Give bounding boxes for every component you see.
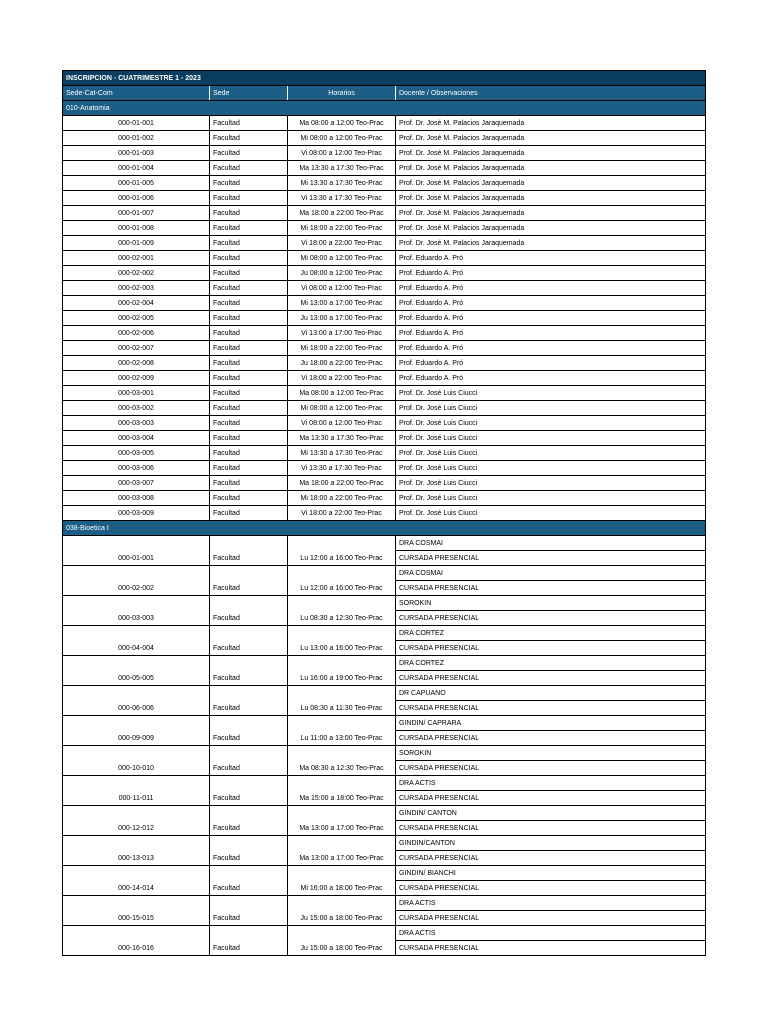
cell-code: 000-02-005 <box>63 311 210 326</box>
cell-docente: Prof. Dr. José M. Palacios Jaraquemada <box>396 146 706 161</box>
cell-horario: Ju 15:00 a 18:00 Teo-Prac <box>288 896 396 926</box>
cell-horario: Ju 13:00 a 17:00 Teo-Prac <box>288 311 396 326</box>
cell-docente: Prof. Eduardo A. Pró <box>396 296 706 311</box>
cell-code: 000-03-006 <box>63 461 210 476</box>
inscription-table <box>62 70 706 956</box>
cell-horario: Vi 18:00 a 22:00 Teo-Prac <box>288 371 396 386</box>
cell-code: 000-02-003 <box>63 281 210 296</box>
table-row <box>63 386 706 401</box>
table-row <box>63 266 706 281</box>
cell-horario: Ma 15:00 a 18:00 Teo-Prac <box>288 776 396 806</box>
cell-docente: Prof. Eduardo A. Pró <box>396 356 706 371</box>
table-row <box>63 431 706 446</box>
cell-code: 000-05-005 <box>63 656 210 686</box>
cell-sede: Facultad <box>210 281 288 296</box>
cell-observacion: CURSADA PRESENCIAL <box>396 551 706 566</box>
cell-code: 000-01-001 <box>63 116 210 131</box>
cell-code: 000-06-006 <box>63 686 210 716</box>
cell-docente: Prof. Dr. José M. Palacios Jaraquemada <box>396 191 706 206</box>
cell-code: 000-02-004 <box>63 296 210 311</box>
cell-docente: Prof. Eduardo A. Pró <box>396 341 706 356</box>
cell-code: 000-01-003 <box>63 146 210 161</box>
cell-observacion: CURSADA PRESENCIAL <box>396 911 706 926</box>
cell-docente: DR CAPUANO <box>396 686 706 701</box>
table-row <box>63 716 706 731</box>
table-row <box>63 176 706 191</box>
cell-docente: SOROKIN <box>396 746 706 761</box>
cell-horario: Ma 08:00 a 12:00 Teo-Prac <box>288 386 396 401</box>
table-row <box>63 686 706 701</box>
cell-code: 000-04-004 <box>63 626 210 656</box>
cell-docente: DRA COSMAI <box>396 536 706 551</box>
cell-horario: Vi 08:00 a 12:00 Teo-Prac <box>288 281 396 296</box>
cell-horario: Mi 18:00 a 22:00 Teo-Prac <box>288 341 396 356</box>
cell-docente: Prof. Eduardo A. Pró <box>396 251 706 266</box>
cell-sede: Facultad <box>210 491 288 506</box>
cell-sede: Facultad <box>210 776 288 806</box>
cell-horario: Mi 13:30 a 17:30 Teo-Prac <box>288 176 396 191</box>
table-row <box>63 776 706 791</box>
cell-docente: DRA CORTEZ <box>396 626 706 641</box>
cell-code: 000-02-007 <box>63 341 210 356</box>
cell-docente: Prof. Dr. José M. Palacios Jaraquemada <box>396 221 706 236</box>
cell-docente: Prof. Dr. José M. Palacios Jaraquemada <box>396 161 706 176</box>
table-row <box>63 206 706 221</box>
cell-code: 000-03-004 <box>63 431 210 446</box>
table-row <box>63 806 706 821</box>
cell-horario: Vi 18:00 a 22:00 Teo-Prac <box>288 506 396 521</box>
table-row <box>63 146 706 161</box>
cell-sede: Facultad <box>210 401 288 416</box>
cell-sede: Facultad <box>210 686 288 716</box>
cell-horario: Ma 13:30 a 17:30 Teo-Prac <box>288 431 396 446</box>
table-row <box>63 626 706 641</box>
cell-horario: Mi 16:00 a 18:00 Teo-Prac <box>288 866 396 896</box>
cell-horario: Mi 08:00 a 12:00 Teo-Prac <box>288 131 396 146</box>
cell-sede: Facultad <box>210 896 288 926</box>
table-row <box>63 476 706 491</box>
cell-horario: Ma 08:00 a 12:00 Teo-Prac <box>288 116 396 131</box>
cell-sede: Facultad <box>210 386 288 401</box>
cell-docente: Prof. Dr. José Luis Ciucci <box>396 476 706 491</box>
table-row <box>63 446 706 461</box>
table-row <box>63 656 706 671</box>
cell-code: 000-16-016 <box>63 926 210 956</box>
cell-docente: Prof. Dr. José Luis Ciucci <box>396 431 706 446</box>
cell-horario: Ma 13:30 a 17:30 Teo-Prac <box>288 161 396 176</box>
table-row <box>63 926 706 941</box>
cell-sede: Facultad <box>210 341 288 356</box>
cell-code: 000-03-001 <box>63 386 210 401</box>
cell-docente: GINDIN/ CAPRARA <box>396 716 706 731</box>
cell-horario: Ju 15:00 a 18:00 Teo-Prac <box>288 926 396 956</box>
cell-horario: Lu 08:30 a 12:30 Teo-Prac <box>288 596 396 626</box>
cell-code: 000-02-008 <box>63 356 210 371</box>
cell-docente: Prof. Eduardo A. Pró <box>396 311 706 326</box>
section-title: 010-Anatomia <box>63 101 706 116</box>
cell-sede: Facultad <box>210 236 288 251</box>
table-row <box>63 416 706 431</box>
table-title-row <box>63 71 706 86</box>
cell-code: 000-01-001 <box>63 536 210 566</box>
table-row <box>63 866 706 881</box>
table-row <box>63 116 706 131</box>
cell-sede: Facultad <box>210 716 288 746</box>
cell-horario: Mi 08:00 a 12:00 Teo-Prac <box>288 251 396 266</box>
cell-sede: Facultad <box>210 221 288 236</box>
table-row <box>63 896 706 911</box>
cell-sede: Facultad <box>210 296 288 311</box>
cell-code: 000-02-001 <box>63 251 210 266</box>
cell-docente: GINDIN/ BIANCHI <box>396 866 706 881</box>
cell-docente: DRA ACTIS <box>396 896 706 911</box>
cell-docente: DRA ACTIS <box>396 776 706 791</box>
cell-code: 000-14-014 <box>63 866 210 896</box>
cell-sede: Facultad <box>210 536 288 566</box>
cell-horario: Mi 08:00 a 12:00 Teo-Prac <box>288 401 396 416</box>
cell-code: 000-02-009 <box>63 371 210 386</box>
cell-horario: Mi 13:30 a 17:30 Teo-Prac <box>288 446 396 461</box>
cell-sede: Facultad <box>210 161 288 176</box>
cell-horario: Ma 13:00 a 17:00 Teo-Prac <box>288 836 396 866</box>
cell-sede: Facultad <box>210 431 288 446</box>
cell-code: 000-02-002 <box>63 566 210 596</box>
cell-docente: GINDIN/CANTON <box>396 836 706 851</box>
cell-code: 000-11-011 <box>63 776 210 806</box>
cell-observacion: CURSADA PRESENCIAL <box>396 611 706 626</box>
cell-docente: Prof. Eduardo A. Pró <box>396 326 706 341</box>
cell-sede: Facultad <box>210 476 288 491</box>
cell-code: 000-10-010 <box>63 746 210 776</box>
table-row <box>63 401 706 416</box>
cell-horario: Vi 13:00 a 17:00 Teo-Prac <box>288 326 396 341</box>
cell-observacion: CURSADA PRESENCIAL <box>396 671 706 686</box>
cell-horario: Lu 11:00 a 13:00 Teo-Prac <box>288 716 396 746</box>
cell-sede: Facultad <box>210 326 288 341</box>
cell-docente: GINDIN/ CANTON <box>396 806 706 821</box>
table-row <box>63 506 706 521</box>
cell-sede: Facultad <box>210 356 288 371</box>
cell-sede: Facultad <box>210 446 288 461</box>
table-row <box>63 161 706 176</box>
table-row <box>63 491 706 506</box>
cell-observacion: CURSADA PRESENCIAL <box>396 851 706 866</box>
cell-docente: DRA ACTIS <box>396 926 706 941</box>
table-row <box>63 326 706 341</box>
col-header-code: Sede-Cat-Com <box>63 86 210 101</box>
cell-observacion: CURSADA PRESENCIAL <box>396 641 706 656</box>
cell-horario: Mi 13:00 a 17:00 Teo-Prac <box>288 296 396 311</box>
col-header-sede: Sede <box>210 86 288 101</box>
table-row <box>63 191 706 206</box>
cell-horario: Mi 18:00 a 22:00 Teo-Prac <box>288 491 396 506</box>
table-row <box>63 281 706 296</box>
cell-horario: Lu 08:30 a 11:30 Teo-Prac <box>288 686 396 716</box>
table-row <box>63 596 706 611</box>
cell-code: 000-09-009 <box>63 716 210 746</box>
table-row <box>63 311 706 326</box>
cell-horario: Lu 13:00 a 16:00 Teo-Prac <box>288 626 396 656</box>
cell-code: 000-01-004 <box>63 161 210 176</box>
cell-docente: Prof. Dr. José M. Palacios Jaraquemada <box>396 176 706 191</box>
table-row <box>63 356 706 371</box>
cell-observacion: CURSADA PRESENCIAL <box>396 791 706 806</box>
cell-docente: DRA CORTEZ <box>396 656 706 671</box>
cell-docente: Prof. Eduardo A. Pró <box>396 281 706 296</box>
section-title: 038-Bioetica I <box>63 521 706 536</box>
cell-observacion: CURSADA PRESENCIAL <box>396 761 706 776</box>
cell-code: 000-03-003 <box>63 596 210 626</box>
cell-sede: Facultad <box>210 131 288 146</box>
cell-observacion: CURSADA PRESENCIAL <box>396 701 706 716</box>
cell-code: 000-03-002 <box>63 401 210 416</box>
cell-sede: Facultad <box>210 116 288 131</box>
cell-observacion: CURSADA PRESENCIAL <box>396 941 706 956</box>
cell-code: 000-01-007 <box>63 206 210 221</box>
cell-docente: DRA COSMAI <box>396 566 706 581</box>
cell-sede: Facultad <box>210 191 288 206</box>
col-header-docente: Docente / Observaciones <box>396 86 706 101</box>
table-row <box>63 746 706 761</box>
cell-horario: Ju 08:00 a 12:00 Teo-Prac <box>288 266 396 281</box>
table-row <box>63 296 706 311</box>
section-row <box>63 101 706 116</box>
cell-docente: Prof. Dr. José Luis Ciucci <box>396 401 706 416</box>
cell-code: 000-15-015 <box>63 896 210 926</box>
cell-sede: Facultad <box>210 926 288 956</box>
cell-code: 000-03-009 <box>63 506 210 521</box>
cell-observacion: CURSADA PRESENCIAL <box>396 731 706 746</box>
cell-sede: Facultad <box>210 206 288 221</box>
cell-horario: Ma 08:30 a 12:30 Teo-Prac <box>288 746 396 776</box>
cell-horario: Vi 13:30 a 17:30 Teo-Prac <box>288 191 396 206</box>
cell-horario: Vi 13:30 a 17:30 Teo-Prac <box>288 461 396 476</box>
cell-code: 000-03-007 <box>63 476 210 491</box>
cell-sede: Facultad <box>210 806 288 836</box>
cell-code: 000-01-009 <box>63 236 210 251</box>
cell-observacion: CURSADA PRESENCIAL <box>396 881 706 896</box>
cell-docente: Prof. Dr. José M. Palacios Jaraquemada <box>396 131 706 146</box>
table-row <box>63 461 706 476</box>
cell-horario: Ma 13:00 a 17:00 Teo-Prac <box>288 806 396 836</box>
cell-docente: Prof. Dr. José Luis Ciucci <box>396 386 706 401</box>
cell-horario: Ma 18:00 a 22:00 Teo-Prac <box>288 206 396 221</box>
cell-docente: Prof. Dr. José M. Palacios Jaraquemada <box>396 236 706 251</box>
cell-code: 000-01-002 <box>63 131 210 146</box>
cell-code: 000-12-012 <box>63 806 210 836</box>
cell-horario: Ju 18:00 a 22:00 Teo-Prac <box>288 356 396 371</box>
cell-horario: Vi 08:00 a 12:00 Teo-Prac <box>288 416 396 431</box>
cell-sede: Facultad <box>210 416 288 431</box>
col-header-horarios: Horarios <box>288 86 396 101</box>
cell-code: 000-03-003 <box>63 416 210 431</box>
cell-horario: Mi 18:00 a 22:00 Teo-Prac <box>288 221 396 236</box>
cell-sede: Facultad <box>210 461 288 476</box>
cell-code: 000-02-002 <box>63 266 210 281</box>
cell-code: 000-01-008 <box>63 221 210 236</box>
table-row <box>63 566 706 581</box>
cell-sede: Facultad <box>210 176 288 191</box>
cell-docente: Prof. Eduardo A. Pró <box>396 266 706 281</box>
cell-horario: Vi 08:00 a 12:00 Teo-Prac <box>288 146 396 161</box>
cell-code: 000-03-005 <box>63 446 210 461</box>
cell-sede: Facultad <box>210 311 288 326</box>
table-row <box>63 341 706 356</box>
cell-docente: Prof. Dr. José Luis Ciucci <box>396 461 706 476</box>
cell-docente: Prof. Dr. José Luis Ciucci <box>396 416 706 431</box>
table-row <box>63 221 706 236</box>
cell-sede: Facultad <box>210 266 288 281</box>
table-title: INSCRIPCION - CUATRIMESTRE 1 - 2023 <box>63 71 706 86</box>
cell-code: 000-03-008 <box>63 491 210 506</box>
cell-code: 000-13-013 <box>63 836 210 866</box>
cell-docente: Prof. Dr. José M. Palacios Jaraquemada <box>396 206 706 221</box>
cell-sede: Facultad <box>210 836 288 866</box>
cell-docente: Prof. Dr. José Luis Ciucci <box>396 506 706 521</box>
header-row <box>63 86 706 101</box>
table-row <box>63 371 706 386</box>
cell-horario: Vi 18:00 a 22:00 Teo-Prac <box>288 236 396 251</box>
cell-code: 000-01-006 <box>63 191 210 206</box>
cell-observacion: CURSADA PRESENCIAL <box>396 821 706 836</box>
cell-sede: Facultad <box>210 746 288 776</box>
table-row <box>63 131 706 146</box>
cell-sede: Facultad <box>210 371 288 386</box>
cell-sede: Facultad <box>210 866 288 896</box>
cell-code: 000-02-006 <box>63 326 210 341</box>
cell-docente: Prof. Eduardo A. Pró <box>396 371 706 386</box>
cell-sede: Facultad <box>210 596 288 626</box>
cell-horario: Lu 16:00 a 19:00 Teo-Prac <box>288 656 396 686</box>
cell-docente: Prof. Dr. José Luis Ciucci <box>396 446 706 461</box>
cell-docente: SOROKIN <box>396 596 706 611</box>
table-row <box>63 536 706 551</box>
section-row <box>63 521 706 536</box>
cell-horario: Lu 12:00 a 16:00 Teo-Prac <box>288 536 396 566</box>
cell-code: 000-01-005 <box>63 176 210 191</box>
cell-sede: Facultad <box>210 146 288 161</box>
cell-sede: Facultad <box>210 626 288 656</box>
table-row <box>63 251 706 266</box>
cell-observacion: CURSADA PRESENCIAL <box>396 581 706 596</box>
cell-sede: Facultad <box>210 251 288 266</box>
cell-sede: Facultad <box>210 566 288 596</box>
table-row <box>63 836 706 851</box>
cell-docente: Prof. Dr. José M. Palacios Jaraquemada <box>396 116 706 131</box>
cell-sede: Facultad <box>210 506 288 521</box>
table-row <box>63 236 706 251</box>
cell-horario: Ma 18:00 a 22:00 Teo-Prac <box>288 476 396 491</box>
cell-horario: Lu 12:00 a 16:00 Teo-Prac <box>288 566 396 596</box>
cell-docente: Prof. Dr. José Luis Ciucci <box>396 491 706 506</box>
cell-sede: Facultad <box>210 656 288 686</box>
